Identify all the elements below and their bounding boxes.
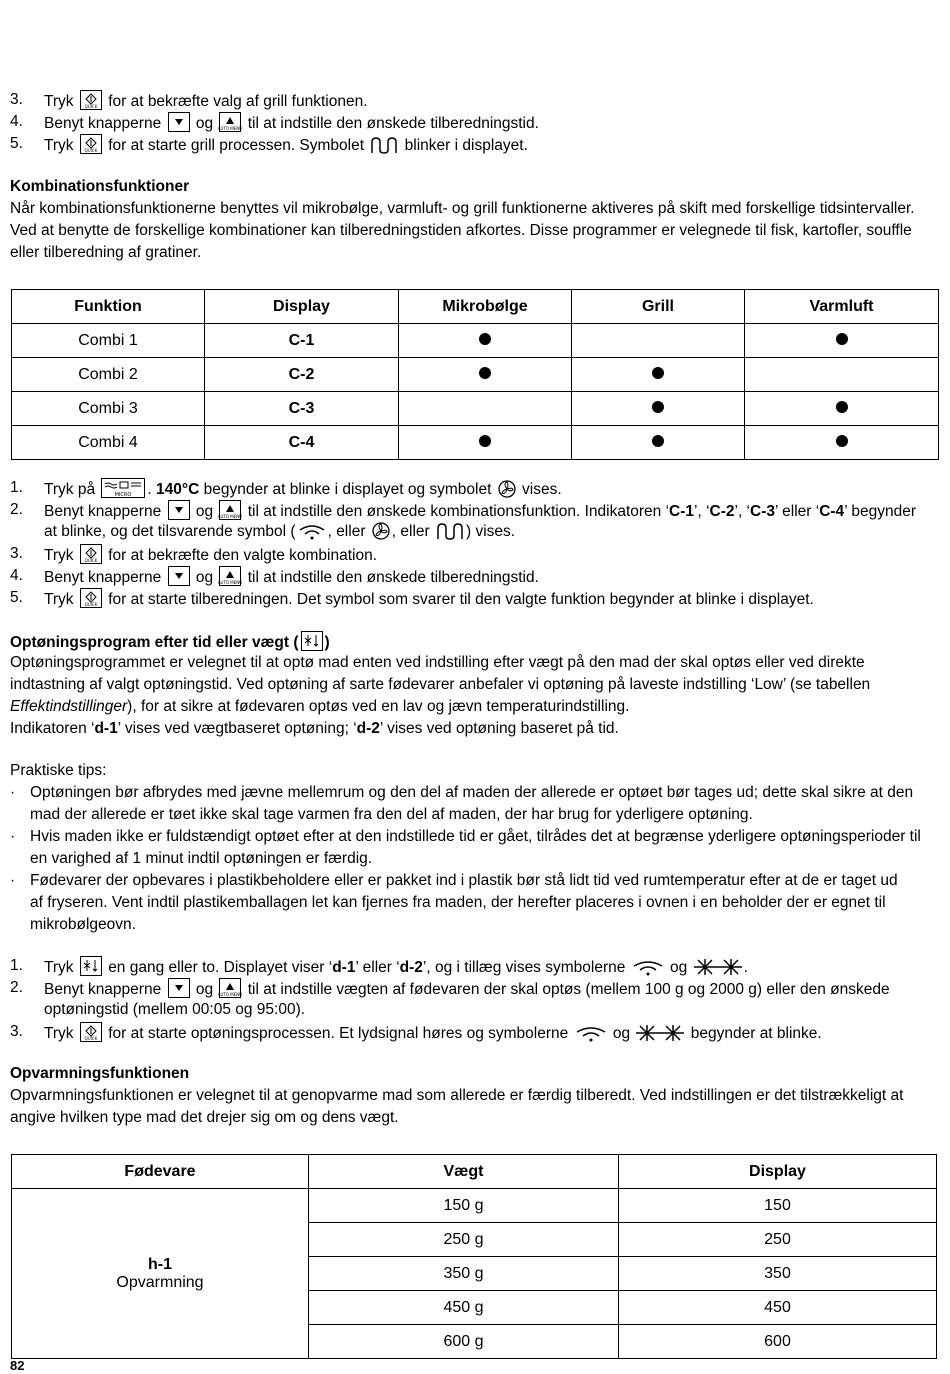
step-text: til at indstille den ønskede tilberedningstid.	[247, 115, 539, 132]
up-arrow-auto-menu-icon	[219, 566, 241, 586]
table-cell	[572, 358, 745, 392]
bullet-dot-icon	[652, 367, 664, 379]
step-text: til at indstille den ønskede tilberedningstid.	[247, 569, 539, 586]
combination-paragraph: Ved at benytte de forskellige kombinationer kan tilberedningstiden afkortes. Disse programmer er velegnede til fisk, kartofler, souffle	[10, 222, 912, 239]
tip-text: Hvis maden ikke er fuldstændigt optøet efter at den indstillede tid er gået, tilrådes det at begrænse yderligere optøningsperioder til	[30, 828, 921, 845]
table-cell	[399, 358, 572, 392]
table-cell: C-1	[205, 324, 399, 358]
step-number: 4.	[10, 567, 23, 584]
paragraph-text: ’ vises ved vægtbaseret optøning; ‘	[117, 720, 357, 737]
table-cell: 600	[619, 1325, 937, 1359]
table-cell	[399, 426, 572, 460]
table-reference: Effektindstillinger	[10, 698, 128, 715]
bullet-dot-icon	[479, 333, 491, 345]
step-text: ’ eller ‘	[355, 959, 400, 976]
step-text: , eller	[391, 523, 430, 540]
table-cell: Combi 4	[12, 426, 205, 460]
bullet-dot-icon	[479, 367, 491, 379]
down-arrow-button-icon	[168, 566, 190, 586]
table-cell: Combi 1	[12, 324, 205, 358]
section-heading-reheat: Opvarmningsfunktionen	[10, 1065, 190, 1082]
step-number: 3.	[10, 1023, 23, 1040]
step-text: ’, og i tillæg vises symbolerne	[422, 959, 626, 976]
table-cell: 350 g	[309, 1257, 619, 1291]
table-cell: C-4	[205, 426, 399, 460]
grill-symbol-icon	[436, 522, 464, 546]
section-heading-combination: Kombinationsfunktioner	[10, 178, 190, 195]
table-header: Mikrobølge	[399, 290, 572, 324]
step-text-bold: 140°C	[156, 481, 200, 498]
up-arrow-auto-menu-icon	[219, 500, 241, 520]
combination-paragraph: Når kombinationsfunktionerne benyttes vil mikrobølge, varmluft- og grill funktionerne aktiveres på skift med forskellige tidsintervaller.	[10, 200, 915, 217]
step-number: 5.	[10, 135, 23, 152]
indicator-code: d-2	[399, 959, 423, 976]
step-text: for at starte optøningsprocessen. Et lydsignal høres og symbolerne	[108, 1025, 569, 1042]
table-header: Display	[619, 1155, 937, 1189]
tip-text: Fødevarer der opbevares i plastikbeholdere eller er pakket ind i plastik bør stå lidt tid ved rumtemperatur efter at de er taget ud	[30, 872, 898, 889]
table-cell: C-3	[205, 392, 399, 426]
table-cell	[399, 324, 572, 358]
snowflake-symbol-icon	[636, 1024, 684, 1048]
step-text: ’, ‘	[734, 503, 750, 520]
step-text: Tryk	[44, 547, 74, 564]
paragraph-text: ), for at sikre at fødevaren optøs ved en lav og jævn temperaturindstilling.	[127, 698, 630, 715]
table-row	[12, 426, 939, 460]
step-number: 2.	[10, 501, 23, 518]
quick-start-button-icon	[80, 588, 102, 608]
section-heading-defrost	[10, 631, 330, 653]
table-cell	[745, 426, 939, 460]
table-row	[12, 392, 939, 426]
bullet-dot-icon	[652, 401, 664, 413]
table-header: Fødevare	[12, 1155, 309, 1189]
svg-text:QUICK: QUICK	[84, 148, 98, 153]
table-cell: 250 g	[309, 1223, 619, 1257]
svg-text:AUTO MENU: AUTO MENU	[218, 992, 243, 997]
table-row	[12, 358, 939, 392]
paragraph-text: ’ vises ved optøning baseret på tid.	[379, 720, 619, 737]
table-header: Grill	[572, 290, 745, 324]
indicator-code: C-2	[709, 503, 735, 520]
table-cell	[745, 324, 939, 358]
step-text: for at starte tilberedningen. Det symbol som svarer til den valgte funktion begynder at blinke i displayet.	[108, 591, 814, 608]
step-number: 4.	[10, 113, 23, 130]
quick-start-button-icon	[80, 134, 102, 154]
up-arrow-auto-menu-icon	[219, 978, 241, 998]
table-cell: 250	[619, 1223, 937, 1257]
defrost-paragraph	[10, 697, 629, 717]
microwave-symbol-icon	[298, 524, 326, 546]
svg-text:AUTO MENU: AUTO MENU	[218, 514, 243, 519]
reheat-paragraph: Opvarmningsfunktionen er velegnet til at genopvarme mad som allerede er færdig tilberedt. Ved indstillingen er det tilstrækkeligt at	[10, 1087, 904, 1104]
step-text: optøningstid (mellem 00:05 og 95:00).	[44, 1001, 306, 1018]
tips-title: Praktiske tips:	[10, 762, 107, 779]
step-number: 2.	[10, 979, 23, 996]
step-text: ’ eller ‘	[774, 503, 820, 520]
table-cell: 150	[619, 1189, 937, 1223]
step-text: Benyt knapperne	[44, 115, 162, 132]
tip-text: en varighed af 1 minut indtil optøningen er færdig.	[30, 850, 373, 867]
svg-text:QUICK: QUICK	[84, 558, 98, 563]
table-cell: 600 g	[309, 1325, 619, 1359]
page-number: 82	[10, 1358, 25, 1373]
table-cell: C-2	[205, 358, 399, 392]
table-header-row	[12, 1155, 937, 1189]
defrost-button-icon	[301, 631, 323, 651]
table-header: Display	[205, 290, 399, 324]
quick-start-button-icon	[80, 1022, 102, 1042]
table-row	[12, 1189, 937, 1223]
quick-start-button-icon	[80, 544, 102, 564]
bullet-dot-icon	[479, 435, 491, 447]
heading-text: Optøningsprogram efter tid eller vægt (	[10, 634, 299, 651]
table-cell: Combi 2	[12, 358, 205, 392]
food-code: h-1	[148, 1255, 172, 1273]
microwave-symbol-icon	[575, 1026, 607, 1048]
step-text: og	[195, 115, 214, 132]
svg-text:QUICK: QUICK	[84, 1036, 98, 1041]
step-number: 3.	[10, 91, 23, 108]
step-text: og	[195, 981, 214, 998]
tip-text: mikrobølgeovn.	[30, 916, 136, 933]
bullet-icon: ·	[10, 872, 16, 889]
svg-text:AUTO MENU: AUTO MENU	[218, 580, 243, 585]
step-text: og	[195, 569, 214, 586]
table-header-row	[12, 290, 939, 324]
table-row	[12, 324, 939, 358]
step-text: til at indstille vægten af fødevaren der skal optøs (mellem 100 g og 2000 g) eller den ønskede	[247, 981, 890, 998]
down-arrow-button-icon	[168, 500, 190, 520]
table-cell: Combi 3	[12, 392, 205, 426]
table-cell	[745, 392, 939, 426]
step-text: at blinke, og det tilsvarende symbol (	[44, 523, 296, 540]
indicator-code: C-3	[750, 503, 775, 520]
table-cell	[572, 324, 745, 358]
food-name: Opvarmning	[116, 1273, 204, 1291]
step-text: for at bekræfte valg af grill funktionen.	[108, 93, 368, 110]
step-text: , eller	[327, 523, 366, 540]
step-text: til at indstille den ønskede kombinationsfunktion. Indikatoren ‘	[247, 503, 670, 520]
tip-text: mad der allerede er tøet ikke skal tage varmen fra den del af maden, der har brug for yderligere optøning.	[30, 806, 753, 823]
table-cell: 450 g	[309, 1291, 619, 1325]
reheat-paragraph: angive hvilken type mad det drejer sig om og dens vægt.	[10, 1109, 399, 1126]
micro-button-icon	[101, 478, 145, 498]
step-text: Benyt knapperne	[44, 981, 162, 998]
step-text: Tryk	[44, 137, 74, 154]
bullet-dot-icon	[836, 333, 848, 345]
paragraph-text: Indikatoren ‘	[10, 720, 95, 737]
step-text: Tryk	[44, 591, 74, 608]
step-text: og	[670, 959, 688, 976]
step-text: Benyt knapperne	[44, 503, 162, 520]
fan-symbol-icon	[372, 522, 390, 546]
bullet-icon: ·	[10, 784, 16, 801]
table-cell: 150 g	[309, 1189, 619, 1223]
grill-symbol-icon	[370, 136, 398, 160]
down-arrow-button-icon	[168, 112, 190, 132]
svg-text:MICRO: MICRO	[115, 492, 132, 498]
food-cell	[12, 1189, 309, 1359]
step-number: 5.	[10, 589, 23, 606]
step-text: og	[195, 503, 214, 520]
indicator-code: d-1	[332, 959, 356, 976]
indicator-code: d-1	[94, 720, 118, 737]
table-cell	[572, 392, 745, 426]
step-text: for at bekræfte den valgte kombination.	[108, 547, 378, 564]
step-text: ’ begynder	[844, 503, 916, 520]
quick-start-button-icon	[80, 90, 102, 110]
svg-text:QUICK: QUICK	[84, 104, 98, 109]
step-text: en gang eller to. Displayet viser ‘	[108, 959, 333, 976]
step-number: 1.	[10, 479, 23, 496]
bullet-dot-icon	[652, 435, 664, 447]
step-text: .	[743, 959, 748, 976]
step-text: blinker i displayet.	[404, 137, 528, 154]
tip-text: Optøningen bør afbrydes med jævne mellemrum og den del af maden der allerede er optøet bør tages ud; dette skal sikre at den	[30, 784, 914, 801]
heading-text: )	[324, 634, 330, 651]
bullet-icon: ·	[10, 828, 16, 845]
table-header: Varmluft	[745, 290, 939, 324]
step-number: 1.	[10, 957, 23, 974]
step-text: Tryk	[44, 93, 74, 110]
bullet-dot-icon	[836, 435, 848, 447]
indicator-code: d-2	[356, 720, 380, 737]
combination-paragraph: eller tilberedning af gratiner.	[10, 244, 202, 261]
table-cell	[572, 426, 745, 460]
step-text: ) vises.	[466, 523, 516, 540]
table-cell: 450	[619, 1291, 937, 1325]
step-text: for at starte grill processen. Symbolet	[108, 137, 365, 154]
svg-text:AUTO MENU: AUTO MENU	[218, 126, 243, 131]
step-text: begynder at blinke.	[690, 1025, 822, 1042]
step-text: vises.	[522, 481, 562, 498]
step-number: 3.	[10, 545, 23, 562]
defrost-paragraph: Optøningsprogrammet er velegnet til at optø mad enten ved indstilling efter vægt på den mad der skal optøs eller ved direkte	[10, 654, 865, 671]
table-header: Funktion	[12, 290, 205, 324]
defrost-paragraph	[10, 719, 619, 739]
step-text: .	[147, 481, 157, 498]
defrost-paragraph: indtastning af valgt optøningstid. Ved optøning af sarte fødevarer anbefaler vi optøning på laveste indstilling ‘Low’ (se tabellen	[10, 676, 871, 693]
defrost-button-icon	[80, 956, 102, 976]
indicator-code: C-4	[819, 503, 845, 520]
table-cell: 350	[619, 1257, 937, 1291]
tip-text: af fryseren. Vent indtil plastikemballagen let kan fjernes fra maden, der herefter placeres i ovnen i en beholder der er egnet til	[30, 894, 886, 911]
step-text: ’, ‘	[694, 503, 710, 520]
step-text: Tryk	[44, 1025, 74, 1042]
reheat-table	[11, 1154, 937, 1359]
table-cell	[399, 392, 572, 426]
step-text: Tryk	[44, 959, 74, 976]
step-text: Benyt knapperne	[44, 569, 162, 586]
up-arrow-auto-menu-icon	[219, 112, 241, 132]
step-text: og	[612, 1025, 631, 1042]
table-header: Vægt	[309, 1155, 619, 1189]
step-text: Tryk på	[44, 481, 96, 498]
indicator-code: C-1	[669, 503, 695, 520]
bullet-dot-icon	[836, 401, 848, 413]
combination-table	[11, 289, 939, 460]
svg-text:QUICK: QUICK	[84, 602, 98, 607]
table-cell	[745, 358, 939, 392]
down-arrow-button-icon	[168, 978, 190, 998]
step-text: begynder at blinke i displayet og symbolet	[199, 481, 492, 498]
